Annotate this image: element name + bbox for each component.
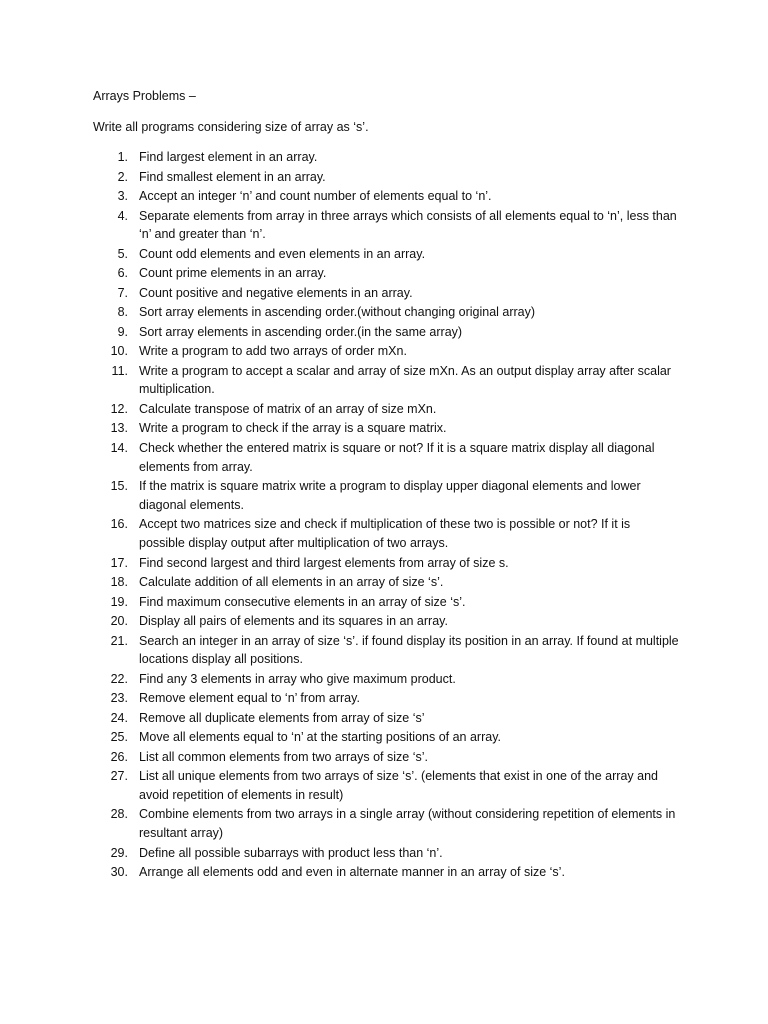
problem-text: Count positive and negative elements in an array. <box>139 285 413 300</box>
problem-text: Calculate transpose of matrix of an array of size mXn. <box>139 401 437 416</box>
problem-text: Count prime elements in an array. <box>139 266 327 281</box>
problem-list <box>0 148 768 883</box>
problem-number: 11. <box>111 363 128 378</box>
problem-number: 12. <box>110 401 128 416</box>
problem-item <box>0 342 768 361</box>
problem-item <box>0 709 768 728</box>
problem-number: 24. <box>110 710 128 725</box>
problem-number: 13. <box>110 421 128 436</box>
problem-number: 26. <box>110 749 128 764</box>
problem-item <box>0 593 768 612</box>
problem-item <box>0 207 768 244</box>
problem-item <box>0 728 768 747</box>
problem-text: Calculate addition of all elements in an array of size ‘s’. <box>139 575 444 590</box>
problem-text: Write a program to check if the array is a square matrix. <box>139 421 447 436</box>
problem-text: Arrange all elements odd and even in alternate manner in an array of size ‘s’. <box>139 865 565 880</box>
problem-text: Move all elements equal to ‘n’ at the starting positions of an array. <box>139 730 501 745</box>
problem-item <box>0 148 768 167</box>
problem-item <box>0 748 768 767</box>
problem-item <box>0 168 768 187</box>
problem-item <box>0 612 768 631</box>
problem-text: Find second largest and third largest elements from array of size s. <box>139 555 509 570</box>
problem-number: 4. <box>117 208 128 223</box>
problem-number: 27. <box>110 769 128 784</box>
problem-number: 30. <box>110 865 128 880</box>
problem-item <box>0 632 768 669</box>
problem-number: 9. <box>117 324 128 339</box>
problem-number: 15. <box>110 479 128 494</box>
document-intro: Write all programs considering size of array as ‘s’. <box>93 120 369 134</box>
document-title: Arrays Problems – <box>93 89 196 103</box>
problem-item <box>0 245 768 264</box>
problem-item <box>0 439 768 476</box>
problem-number: 3. <box>117 189 128 203</box>
problem-number: 8. <box>117 305 128 320</box>
problem-text: Sort array elements in ascending order.(in the same array) <box>139 324 463 339</box>
problem-number: 1. <box>117 150 128 164</box>
problem-item <box>0 187 768 206</box>
problem-item <box>0 554 768 573</box>
problem-number: 29. <box>110 845 128 860</box>
problem-number: 16. <box>110 517 128 532</box>
problem-text: Search an integer in an array of size ‘s’. if found display its position in an array. If found at multiple locations display all positions. <box>139 633 679 667</box>
problem-text: If the matrix is square matrix write a program to display upper diagonal elements and lower diagonal elements. <box>139 479 641 512</box>
problem-number: 19. <box>110 594 128 609</box>
problem-text: List all unique elements from two arrays of size ‘s’. (elements that exist in one of the array and avoid repetition of elements in result) <box>139 769 658 802</box>
problem-item <box>0 844 768 863</box>
problem-number: 5. <box>117 246 128 261</box>
problem-item <box>0 362 768 399</box>
problem-number: 20. <box>110 614 128 629</box>
problem-text: Accept an integer ‘n’ and count number of elements equal to ‘n’. <box>139 189 492 203</box>
problem-number: 6. <box>117 266 128 281</box>
problem-text: Check whether the entered matrix is square or not? If it is a square matrix display all diagonal elements from array. <box>139 440 655 474</box>
problem-number: 22. <box>110 671 128 686</box>
problem-number: 10. <box>110 344 128 359</box>
problem-number: 25. <box>110 730 128 745</box>
problem-item <box>0 670 768 689</box>
problem-item <box>0 400 768 419</box>
problem-text: Define all possible subarrays with product less than ‘n’. <box>139 845 443 860</box>
problem-text: Accept two matrices size and check if multiplication of these two is possible or not? If it is possible display output after multiplication of two arrays. <box>139 517 631 551</box>
problem-text: Find any 3 elements in array who give maximum product. <box>139 671 456 686</box>
problem-item <box>0 863 768 882</box>
problem-number: 21. <box>110 633 128 648</box>
problem-item <box>0 323 768 342</box>
problem-text: Remove all duplicate elements from array of size ‘s’ <box>139 710 425 725</box>
problem-text: Find largest element in an array. <box>139 150 318 164</box>
problem-number: 17. <box>110 555 128 570</box>
problem-text: Remove element equal to ‘n’ from array. <box>139 691 360 706</box>
problem-text: Separate elements from array in three arrays which consists of all elements equal to ‘n’, less than ‘n’ and greater than ‘n’. <box>139 208 677 242</box>
problem-item <box>0 767 768 804</box>
problem-text: Count odd elements and even elements in an array. <box>139 246 426 261</box>
problem-text: Combine elements from two arrays in a single array (without considering repetition of elements in resultant array) <box>139 807 676 841</box>
problem-item <box>0 419 768 438</box>
problem-number: 14. <box>110 440 128 455</box>
problem-item <box>0 477 768 514</box>
problem-item <box>0 573 768 592</box>
problem-number: 7. <box>117 285 128 300</box>
problem-text: Write a program to accept a scalar and array of size mXn. As an output display array after scalar multiplication. <box>139 363 671 397</box>
problem-text: Find smallest element in an array. <box>139 169 326 184</box>
problem-item <box>0 264 768 283</box>
problem-number: 28. <box>110 807 128 822</box>
problem-number: 23. <box>110 691 128 706</box>
problem-text: Write a program to add two arrays of order mXn. <box>139 344 407 359</box>
problem-text: Display all pairs of elements and its squares in an array. <box>139 614 448 629</box>
problem-text: Find maximum consecutive elements in an array of size ‘s’. <box>139 594 466 609</box>
problem-item <box>0 805 768 842</box>
problem-item <box>0 689 768 708</box>
problem-text: List all common elements from two arrays of size ‘s’. <box>139 749 428 764</box>
problem-text: Sort array elements in ascending order.(without changing original array) <box>139 305 536 320</box>
problem-item <box>0 303 768 322</box>
problem-item <box>0 284 768 303</box>
problem-item <box>0 515 768 552</box>
problem-number: 2. <box>117 169 128 184</box>
problem-number: 18. <box>110 575 128 590</box>
